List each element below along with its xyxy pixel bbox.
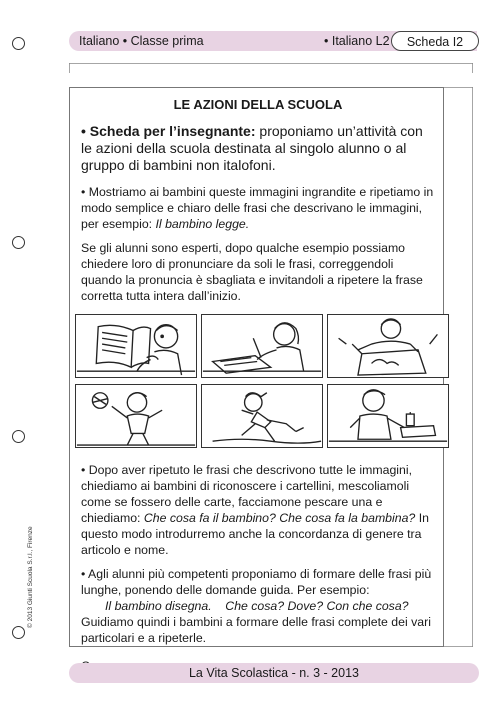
binder-hole <box>12 37 25 50</box>
binder-hole <box>12 236 25 249</box>
paragraph-3-text: • Dopo aver ripetuto le frasi che descrivono tutte le immagini, chiediamo ai bambini di riconoscere i cartellini, mescoliamoli come se fossero delle carte, facciamone pescare una e chiediamo: <box>81 463 413 525</box>
image-bambino-incolla <box>327 384 449 448</box>
boy-ball-drawing <box>76 385 196 447</box>
paragraph-2: Se gli alunni sono esperti, dopo qualche esempio possiamo chiedere loro di pronunciare da soli le frasi, correggendoli quando la pronuncia è sbagliata e invitandoli a ripetere la frase corretta tutta intera dall’inizio. <box>81 241 423 303</box>
binder-hole <box>12 430 25 443</box>
image-bambina-disegna <box>327 314 449 378</box>
teacher-note <box>81 123 435 174</box>
header-subject: Italiano • Classe prima <box>79 34 204 48</box>
teacher-note-text: proponiamo un’attività con le azioni della scuola destinata al singolo alunno o al gruppo di bambini non italofoni. <box>81 123 423 173</box>
page-title: LE AZIONI DELLA SCUOLA <box>173 97 343 112</box>
card-frame-top <box>69 63 473 73</box>
boy-reading-drawing <box>76 315 196 377</box>
paragraph-3-questions: Che cosa fa il bambino? Che cosa fa la bambina? <box>143 511 416 525</box>
example-line: Il bambino disegna. Che cosa? Dove? Con che cosa? <box>105 599 409 613</box>
boy-gluing-drawing <box>328 385 448 447</box>
image-bambino-gioca-palla <box>75 384 197 448</box>
copyright: © 2013 Giunti Scuola S.r.l., Firenze <box>27 526 34 628</box>
worksheet-content <box>81 97 435 682</box>
paragraph-5: Guidiamo quindi i bambini a formare delle frasi complete dei vari particolari e a ripeterle. <box>81 615 431 645</box>
image-bambina-scrive <box>201 314 323 378</box>
paragraph-3-after: In questo modo introdurremo anche la concordanza di genere tra articolo e nome. <box>81 511 429 557</box>
binder-hole <box>12 626 25 639</box>
footer-band: La Vita Scolastica - n. 3 - 2013 <box>69 663 479 683</box>
girl-running-drawing <box>202 385 322 447</box>
paragraph-1-text: • Mostriamo ai bambini queste immagini ingrandite e ripetiamo in modo semplice e chiaro delle frasi che descrivano le immagini, per esempio: <box>81 185 434 231</box>
girl-writing-drawing <box>202 315 322 377</box>
image-grid <box>75 314 435 448</box>
image-bambino-legge <box>75 314 197 378</box>
paragraph-4: • Agli alunni più competenti proponiamo di formare delle frasi più lunghe, ponendo delle domande guida. Per esempio: <box>81 567 432 597</box>
teacher-note-label: • Scheda per l’insegnante: <box>81 123 256 139</box>
paragraph-3 <box>81 462 435 558</box>
header-section: • Italiano L2 <box>324 34 390 48</box>
paragraph-1 <box>81 184 435 232</box>
paragraph-1-example: Il bambino legge. <box>155 217 250 231</box>
image-bambina-corre <box>201 384 323 448</box>
girl-drawing-drawing <box>328 315 448 377</box>
worksheet-tab: Scheda I2 <box>391 31 479 51</box>
